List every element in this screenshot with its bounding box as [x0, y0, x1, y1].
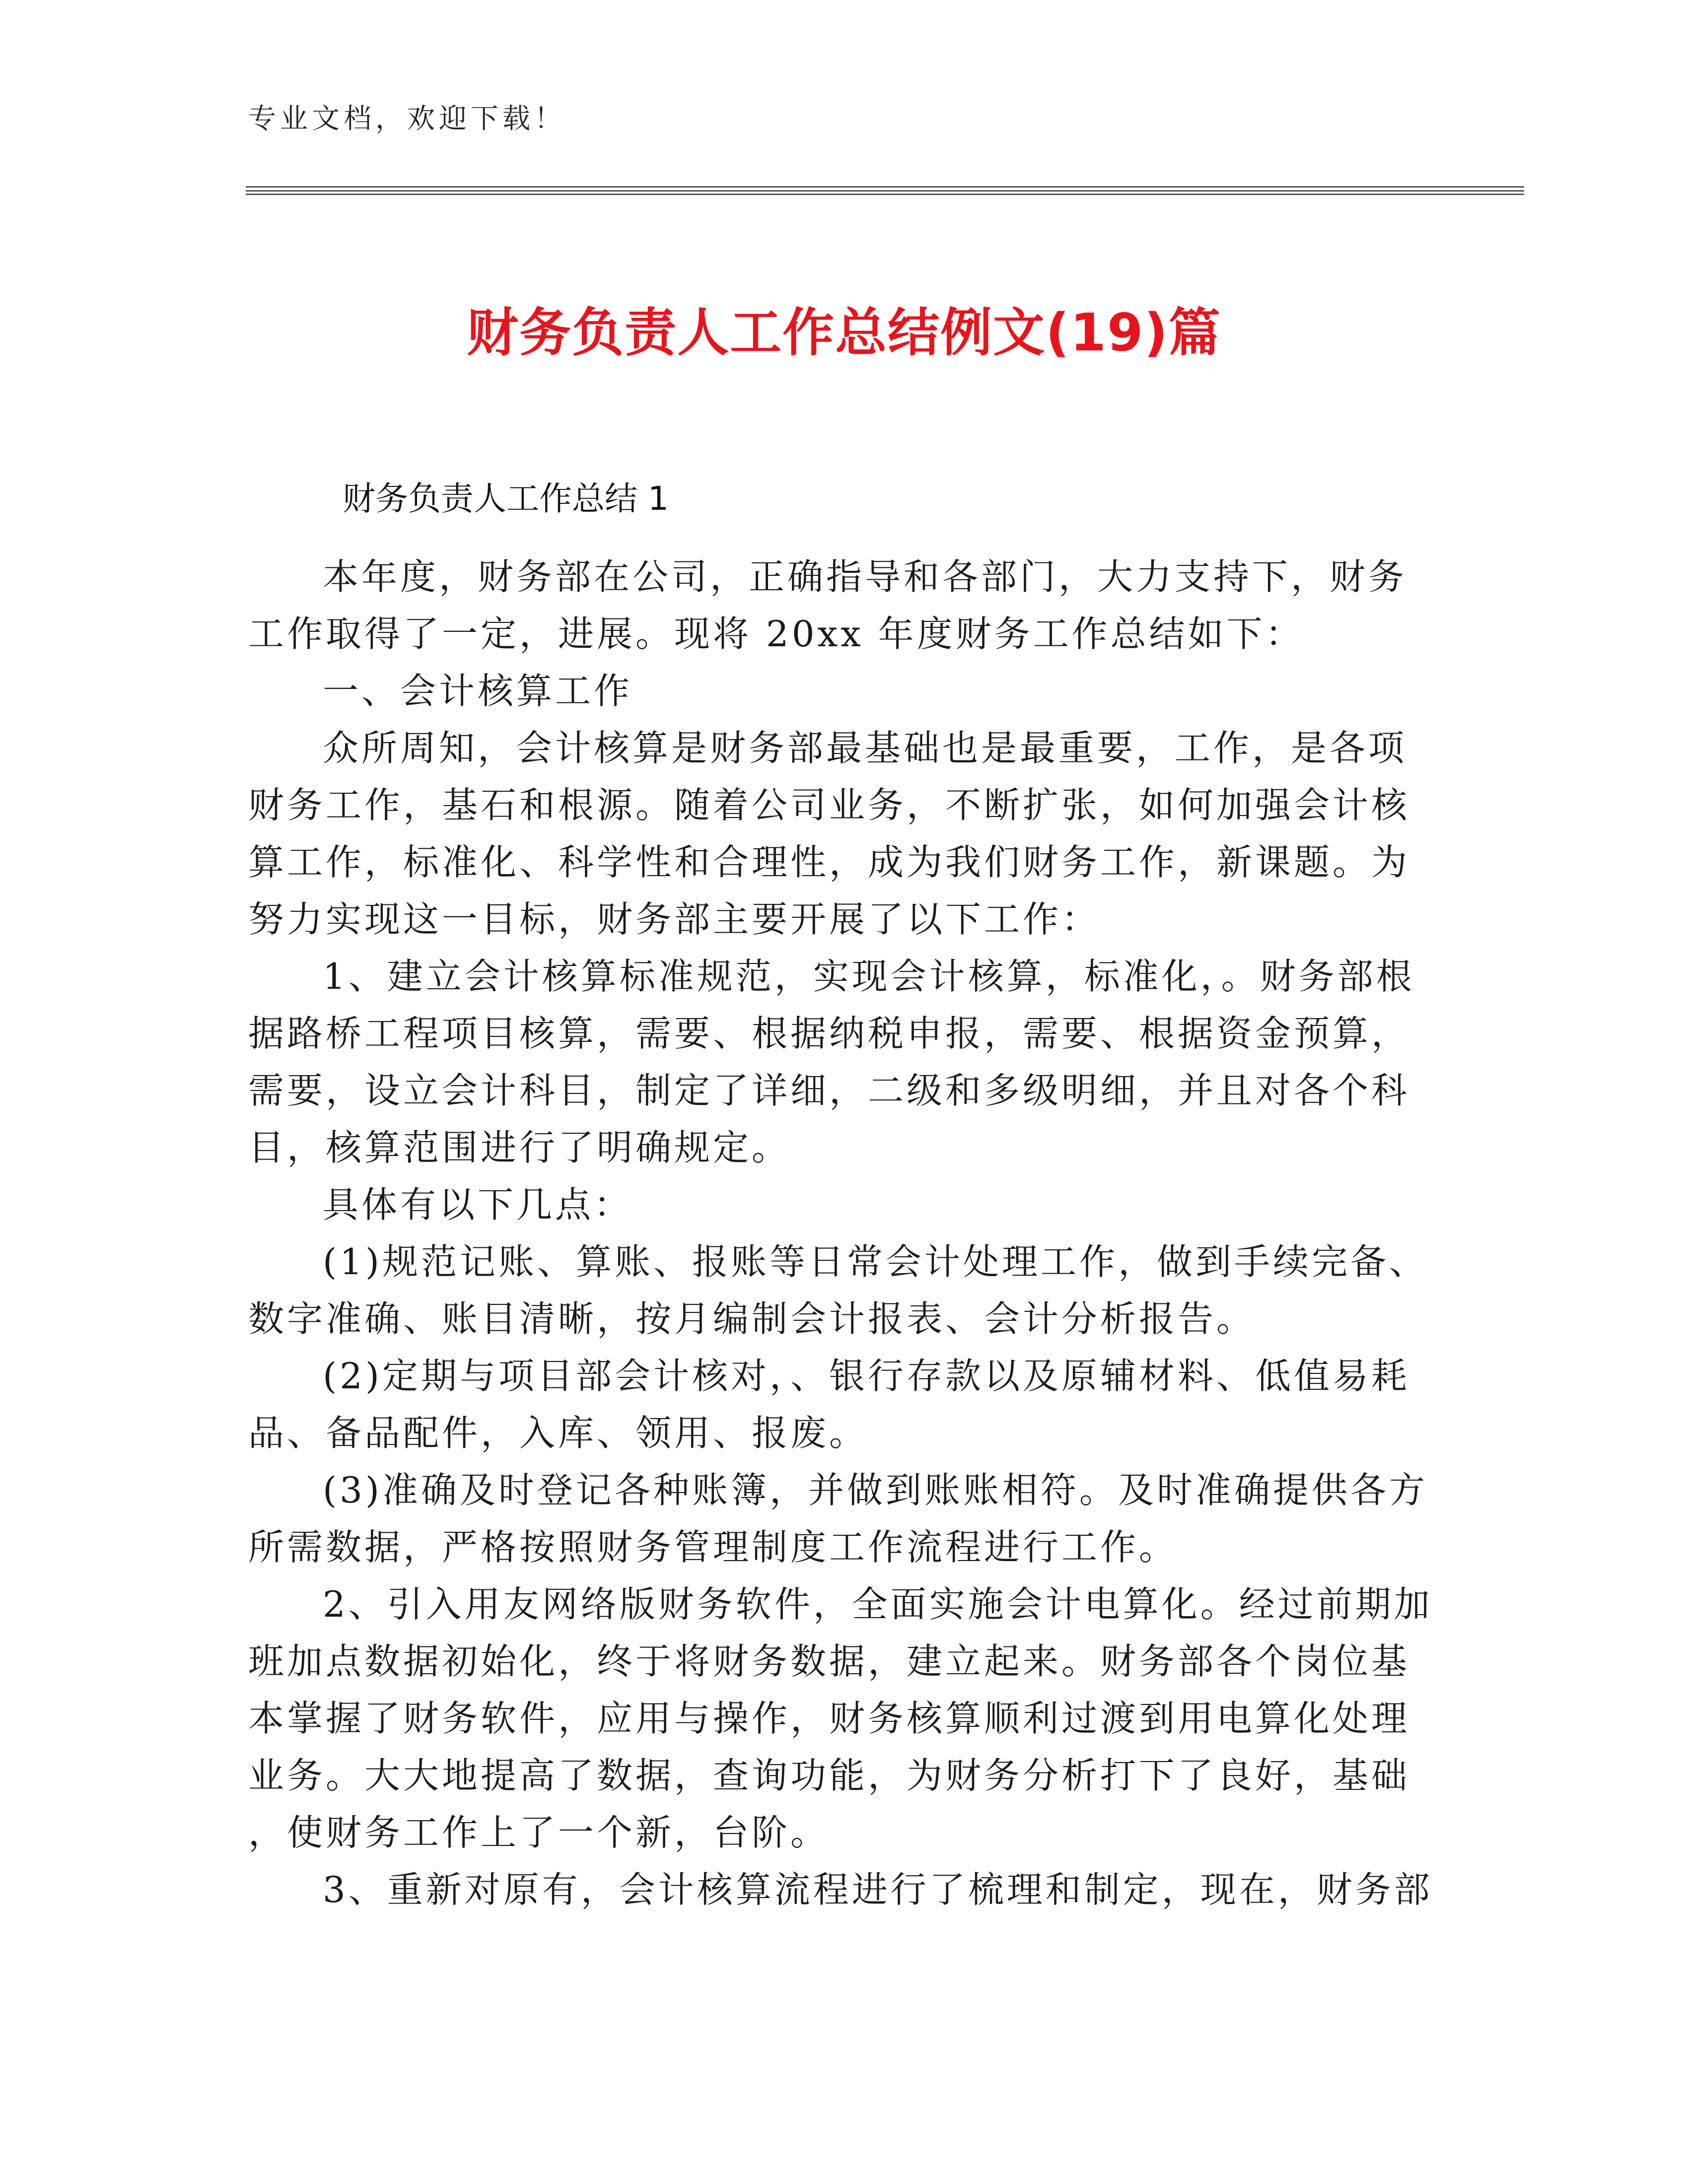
header-rule-line-1 — [246, 186, 1524, 188]
body-line: 1、建立会计核算标准规范，实现会计核算，标准化，。财务部根 — [323, 956, 1415, 997]
section-title: 财务负责人工作总结 1 — [343, 479, 669, 518]
body-line: (3)准确及时登记各种账簿，并做到账账相符。及时准确提供各方 — [323, 1469, 1428, 1511]
body-line: 品、备品配件，入库、领用、报废。 — [248, 1412, 868, 1454]
document-title: 财务负责人工作总结例文(19)篇 — [467, 302, 1221, 363]
body-line: 需要，设立会计科目，制定了详细，二级和多级明细，并且对各个科 — [248, 1070, 1410, 1111]
header-rule-line-3 — [246, 194, 1524, 195]
body-line: 班加点数据初始化，终于将财务数据，建立起来。财务部各个岗位基 — [248, 1640, 1410, 1682]
body-line: 所需数据，严格按照财务管理制度工作流程进行工作。 — [248, 1526, 1178, 1568]
body-line: 据路桥工程项目核算，需要、根据纳税申报，需要、根据资金预算， — [248, 1013, 1410, 1054]
document-body — [248, 548, 1433, 1918]
body-line: 2、引入用友网络版财务软件，全面实施会计电算化。经过前期加 — [323, 1583, 1433, 1625]
body-line: (1)规范记账、算账、报账等日常会计处理工作，做到手续完备、 — [323, 1241, 1428, 1283]
body-line: 算工作，标准化、科学性和合理性，成为我们财务工作，新课题。为 — [248, 841, 1410, 883]
body-line: (2)定期与项目部会计核对，、银行存款以及原辅材料、低值易耗 — [323, 1355, 1410, 1397]
body-line: 本年度，财务部在公司，正确指导和各部门，大力支持下，财务 — [323, 556, 1407, 598]
body-line: 本掌握了财务软件，应用与操作，财务核算顺利过渡到用电算化处理 — [248, 1698, 1410, 1739]
body-line: 具体有以下几点： — [323, 1184, 633, 1226]
page-header-text: 专业文档，欢迎下载！ — [248, 103, 566, 135]
body-line: 目，核算范围进行了明确规定。 — [248, 1127, 791, 1168]
header-rule-line-2 — [246, 190, 1524, 192]
body-line: 工作取得了一定，进展。现将 20xx 年度财务工作总结如下： — [248, 613, 1304, 655]
body-line: 一、会计核算工作 — [323, 670, 633, 712]
body-line: ，使财务工作上了一个新，台阶。 — [248, 1812, 830, 1853]
body-line: 财务工作，基石和根源。随着公司业务，不断扩张，如何加强会计核 — [248, 784, 1410, 826]
body-line: 数字准确、账目清晰，按月编制会计报表、会计分析报告。 — [248, 1298, 1256, 1340]
header-divider — [246, 186, 1524, 195]
body-line: 3、重新对原有，会计核算流程进行了梳理和制定，现在，财务部 — [323, 1869, 1433, 1911]
body-line: 努力实现这一目标，财务部主要开展了以下工作： — [248, 898, 1101, 940]
body-line: 众所周知，会计核算是财务部最基础也是最重要，工作，是各项 — [323, 727, 1407, 769]
body-line: 业务。大大地提高了数据，查询功能，为财务分析打下了良好，基础 — [248, 1755, 1410, 1796]
